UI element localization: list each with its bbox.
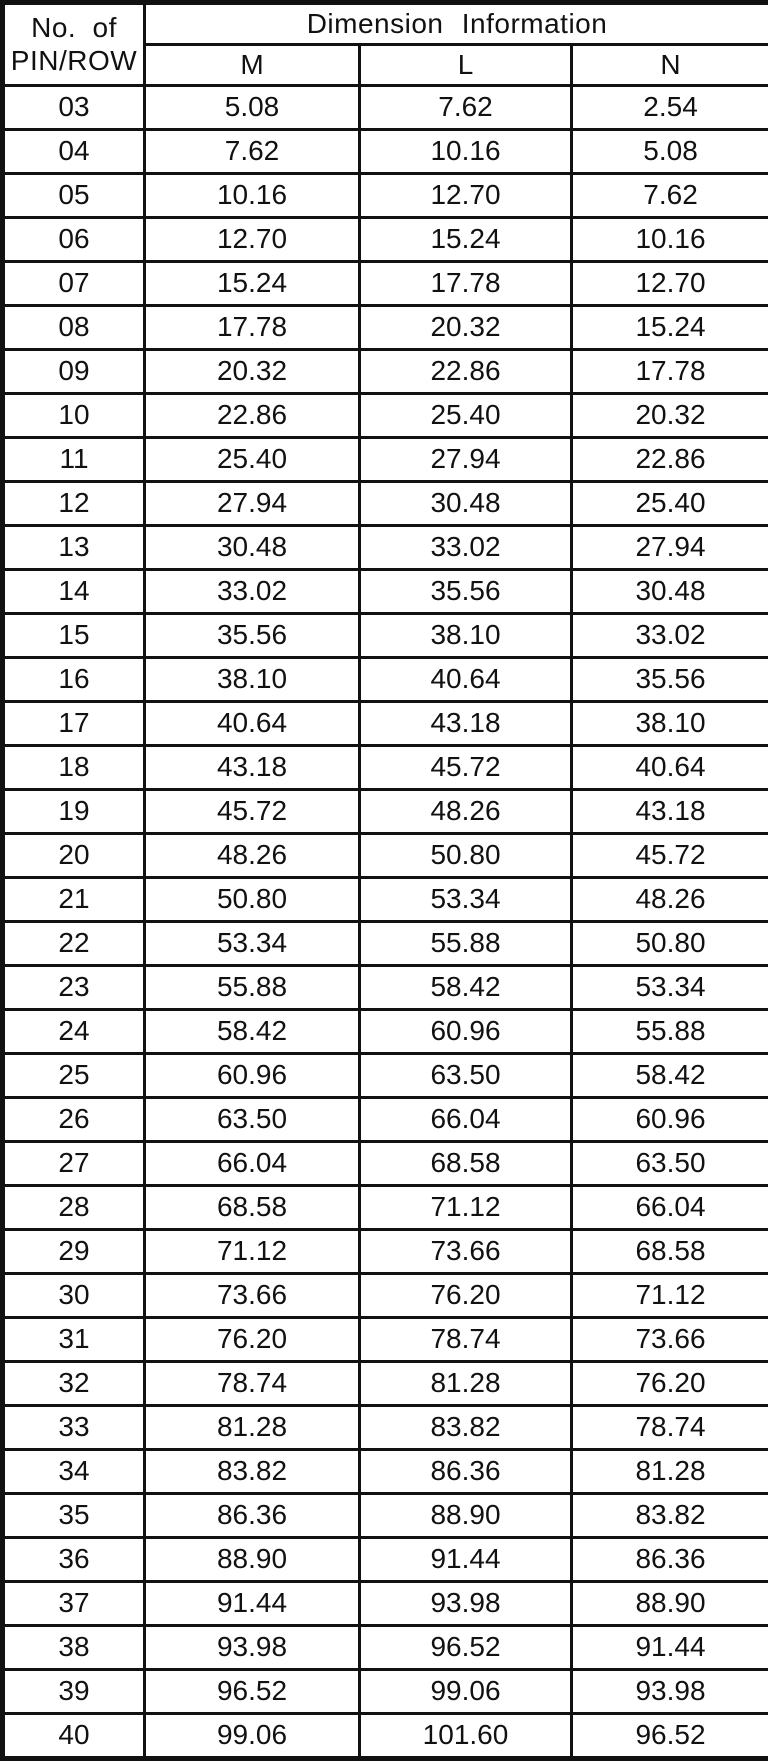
table-row — [3, 1010, 768, 1054]
dim-l-cell: 35.56 — [360, 570, 572, 614]
pin-count-cell: 17 — [3, 702, 145, 746]
dim-l-cell: 22.86 — [360, 350, 572, 394]
dim-n-cell: 78.74 — [572, 1406, 768, 1450]
dim-n-cell: 22.86 — [572, 438, 768, 482]
pin-count-cell: 16 — [3, 658, 145, 702]
pin-count-cell: 12 — [3, 482, 145, 526]
dim-m-cell: 17.78 — [145, 306, 360, 350]
pin-count-cell: 10 — [3, 394, 145, 438]
dim-l-cell: 15.24 — [360, 218, 572, 262]
table-row — [3, 174, 768, 218]
pin-count-cell: 40 — [3, 1714, 145, 1759]
dim-n-cell: 45.72 — [572, 834, 768, 878]
pin-count-cell: 37 — [3, 1582, 145, 1626]
dim-l-cell: 12.70 — [360, 174, 572, 218]
table-row — [3, 1670, 768, 1714]
dim-l-cell: 30.48 — [360, 482, 572, 526]
dim-n-cell: 43.18 — [572, 790, 768, 834]
dim-m-cell: 66.04 — [145, 1142, 360, 1186]
dim-m-cell: 83.82 — [145, 1450, 360, 1494]
dim-m-cell: 50.80 — [145, 878, 360, 922]
dim-l-cell: 68.58 — [360, 1142, 572, 1186]
dim-n-cell: 81.28 — [572, 1450, 768, 1494]
dim-n-cell: 15.24 — [572, 306, 768, 350]
table-row — [3, 746, 768, 790]
table-row — [3, 1230, 768, 1274]
dim-n-cell: 2.54 — [572, 86, 768, 130]
table-body — [3, 86, 768, 1759]
dim-n-cell: 5.08 — [572, 130, 768, 174]
pin-header-line2: PIN/ROW — [5, 46, 143, 77]
pin-per-row-header — [3, 3, 145, 86]
table-row — [3, 1054, 768, 1098]
dim-n-cell: 71.12 — [572, 1274, 768, 1318]
pin-count-cell: 31 — [3, 1318, 145, 1362]
pin-count-cell: 33 — [3, 1406, 145, 1450]
pin-count-cell: 15 — [3, 614, 145, 658]
dim-n-cell: 27.94 — [572, 526, 768, 570]
pin-count-cell: 23 — [3, 966, 145, 1010]
pin-count-cell: 03 — [3, 86, 145, 130]
dim-n-cell: 86.36 — [572, 1538, 768, 1582]
dim-n-cell: 58.42 — [572, 1054, 768, 1098]
dim-n-cell: 30.48 — [572, 570, 768, 614]
table-row — [3, 834, 768, 878]
dim-m-cell: 22.86 — [145, 394, 360, 438]
dim-l-cell: 58.42 — [360, 966, 572, 1010]
pin-count-cell: 25 — [3, 1054, 145, 1098]
pin-count-cell: 06 — [3, 218, 145, 262]
dim-n-cell: 53.34 — [572, 966, 768, 1010]
dim-n-cell: 60.96 — [572, 1098, 768, 1142]
pin-count-cell: 24 — [3, 1010, 145, 1054]
pin-header-line1: No. of — [5, 13, 143, 44]
pin-count-cell: 20 — [3, 834, 145, 878]
dim-m-cell: 20.32 — [145, 350, 360, 394]
dim-m-cell: 91.44 — [145, 1582, 360, 1626]
dim-l-cell: 71.12 — [360, 1186, 572, 1230]
dim-l-cell: 93.98 — [360, 1582, 572, 1626]
dim-m-cell: 5.08 — [145, 86, 360, 130]
dim-n-cell: 96.52 — [572, 1714, 768, 1759]
dim-n-cell: 35.56 — [572, 658, 768, 702]
pin-count-cell: 26 — [3, 1098, 145, 1142]
column-header-m: M — [145, 45, 360, 86]
dim-l-cell: 88.90 — [360, 1494, 572, 1538]
dim-n-cell: 76.20 — [572, 1362, 768, 1406]
pin-count-cell: 21 — [3, 878, 145, 922]
header-row-group — [3, 3, 768, 45]
dim-m-cell: 48.26 — [145, 834, 360, 878]
dim-n-cell: 93.98 — [572, 1670, 768, 1714]
table-row — [3, 1186, 768, 1230]
dim-m-cell: 60.96 — [145, 1054, 360, 1098]
pin-count-cell: 11 — [3, 438, 145, 482]
dimension-information-header: Dimension Information — [145, 3, 768, 45]
dim-m-cell: 63.50 — [145, 1098, 360, 1142]
table-row — [3, 482, 768, 526]
dim-n-cell: 10.16 — [572, 218, 768, 262]
dim-l-cell: 83.82 — [360, 1406, 572, 1450]
dim-l-cell: 73.66 — [360, 1230, 572, 1274]
dim-l-cell: 38.10 — [360, 614, 572, 658]
dim-n-cell: 91.44 — [572, 1626, 768, 1670]
dim-n-cell: 7.62 — [572, 174, 768, 218]
dim-m-cell: 7.62 — [145, 130, 360, 174]
dim-m-cell: 78.74 — [145, 1362, 360, 1406]
table-row — [3, 1582, 768, 1626]
table-row — [3, 1406, 768, 1450]
dim-l-cell: 43.18 — [360, 702, 572, 746]
pin-count-cell: 04 — [3, 130, 145, 174]
dim-l-cell: 63.50 — [360, 1054, 572, 1098]
column-header-l: L — [360, 45, 572, 86]
dim-l-cell: 101.60 — [360, 1714, 572, 1759]
pin-count-cell: 07 — [3, 262, 145, 306]
pin-count-cell: 36 — [3, 1538, 145, 1582]
dim-n-cell: 12.70 — [572, 262, 768, 306]
dim-n-cell: 73.66 — [572, 1318, 768, 1362]
dim-m-cell: 38.10 — [145, 658, 360, 702]
dim-m-cell: 10.16 — [145, 174, 360, 218]
pin-count-cell: 13 — [3, 526, 145, 570]
table-row — [3, 262, 768, 306]
table-row — [3, 702, 768, 746]
dim-m-cell: 68.58 — [145, 1186, 360, 1230]
dim-l-cell: 99.06 — [360, 1670, 572, 1714]
dim-n-cell: 55.88 — [572, 1010, 768, 1054]
table-row — [3, 1450, 768, 1494]
dim-l-cell: 33.02 — [360, 526, 572, 570]
table-row — [3, 350, 768, 394]
dim-l-cell: 7.62 — [360, 86, 572, 130]
dim-m-cell: 30.48 — [145, 526, 360, 570]
dim-n-cell: 20.32 — [572, 394, 768, 438]
pin-count-cell: 30 — [3, 1274, 145, 1318]
pin-count-cell: 22 — [3, 922, 145, 966]
dim-m-cell: 88.90 — [145, 1538, 360, 1582]
dim-m-cell: 15.24 — [145, 262, 360, 306]
pin-count-cell: 39 — [3, 1670, 145, 1714]
pin-count-cell: 18 — [3, 746, 145, 790]
table-row — [3, 1538, 768, 1582]
dim-n-cell: 83.82 — [572, 1494, 768, 1538]
dim-n-cell: 38.10 — [572, 702, 768, 746]
table-row — [3, 922, 768, 966]
table-row — [3, 1142, 768, 1186]
table-row — [3, 658, 768, 702]
dim-m-cell: 35.56 — [145, 614, 360, 658]
pin-count-cell: 29 — [3, 1230, 145, 1274]
dim-l-cell: 91.44 — [360, 1538, 572, 1582]
dim-m-cell: 58.42 — [145, 1010, 360, 1054]
table-row — [3, 790, 768, 834]
table-row — [3, 306, 768, 350]
dim-m-cell: 86.36 — [145, 1494, 360, 1538]
dim-m-cell: 55.88 — [145, 966, 360, 1010]
table-row — [3, 966, 768, 1010]
dim-m-cell: 81.28 — [145, 1406, 360, 1450]
dim-n-cell: 68.58 — [572, 1230, 768, 1274]
table-row — [3, 86, 768, 130]
dim-m-cell: 93.98 — [145, 1626, 360, 1670]
column-header-n: N — [572, 45, 768, 86]
table-row — [3, 878, 768, 922]
dim-m-cell: 40.64 — [145, 702, 360, 746]
dim-n-cell: 40.64 — [572, 746, 768, 790]
pin-count-cell: 27 — [3, 1142, 145, 1186]
pin-count-cell: 14 — [3, 570, 145, 614]
dim-l-cell: 10.16 — [360, 130, 572, 174]
table-row — [3, 1494, 768, 1538]
dim-m-cell: 45.72 — [145, 790, 360, 834]
dim-n-cell: 25.40 — [572, 482, 768, 526]
pin-count-cell: 32 — [3, 1362, 145, 1406]
dim-l-cell: 27.94 — [360, 438, 572, 482]
pin-count-cell: 38 — [3, 1626, 145, 1670]
dim-m-cell: 27.94 — [145, 482, 360, 526]
pin-count-cell: 28 — [3, 1186, 145, 1230]
table-row — [3, 1714, 768, 1759]
pin-count-cell: 09 — [3, 350, 145, 394]
pin-count-cell: 34 — [3, 1450, 145, 1494]
table-row — [3, 526, 768, 570]
dim-n-cell: 88.90 — [572, 1582, 768, 1626]
table-row — [3, 1274, 768, 1318]
table-row — [3, 1626, 768, 1670]
dim-l-cell: 53.34 — [360, 878, 572, 922]
pin-count-cell: 35 — [3, 1494, 145, 1538]
table-row — [3, 614, 768, 658]
dim-n-cell: 17.78 — [572, 350, 768, 394]
table-row — [3, 1318, 768, 1362]
dim-l-cell: 45.72 — [360, 746, 572, 790]
dim-l-cell: 55.88 — [360, 922, 572, 966]
dim-l-cell: 96.52 — [360, 1626, 572, 1670]
dim-m-cell: 96.52 — [145, 1670, 360, 1714]
table-row — [3, 570, 768, 614]
dim-n-cell: 48.26 — [572, 878, 768, 922]
pin-count-cell: 05 — [3, 174, 145, 218]
dim-l-cell: 86.36 — [360, 1450, 572, 1494]
dim-m-cell: 43.18 — [145, 746, 360, 790]
dim-l-cell: 40.64 — [360, 658, 572, 702]
table-row — [3, 130, 768, 174]
dim-l-cell: 66.04 — [360, 1098, 572, 1142]
dim-m-cell: 76.20 — [145, 1318, 360, 1362]
table-row — [3, 394, 768, 438]
dim-m-cell: 25.40 — [145, 438, 360, 482]
dim-m-cell: 71.12 — [145, 1230, 360, 1274]
dim-n-cell: 50.80 — [572, 922, 768, 966]
table-row — [3, 218, 768, 262]
dim-m-cell: 12.70 — [145, 218, 360, 262]
dim-l-cell: 48.26 — [360, 790, 572, 834]
dim-l-cell: 78.74 — [360, 1318, 572, 1362]
dim-m-cell: 33.02 — [145, 570, 360, 614]
dim-l-cell: 60.96 — [360, 1010, 572, 1054]
dim-m-cell: 53.34 — [145, 922, 360, 966]
dim-n-cell: 63.50 — [572, 1142, 768, 1186]
dim-l-cell: 81.28 — [360, 1362, 572, 1406]
dim-n-cell: 33.02 — [572, 614, 768, 658]
pin-count-cell: 19 — [3, 790, 145, 834]
dim-l-cell: 50.80 — [360, 834, 572, 878]
pin-count-cell: 08 — [3, 306, 145, 350]
table-row — [3, 1098, 768, 1142]
dim-m-cell: 73.66 — [145, 1274, 360, 1318]
dim-m-cell: 99.06 — [145, 1714, 360, 1759]
dim-l-cell: 25.40 — [360, 394, 572, 438]
dim-l-cell: 76.20 — [360, 1274, 572, 1318]
dim-l-cell: 20.32 — [360, 306, 572, 350]
table-row — [3, 438, 768, 482]
table-header — [3, 3, 768, 86]
dim-l-cell: 17.78 — [360, 262, 572, 306]
dim-n-cell: 66.04 — [572, 1186, 768, 1230]
table-row — [3, 1362, 768, 1406]
